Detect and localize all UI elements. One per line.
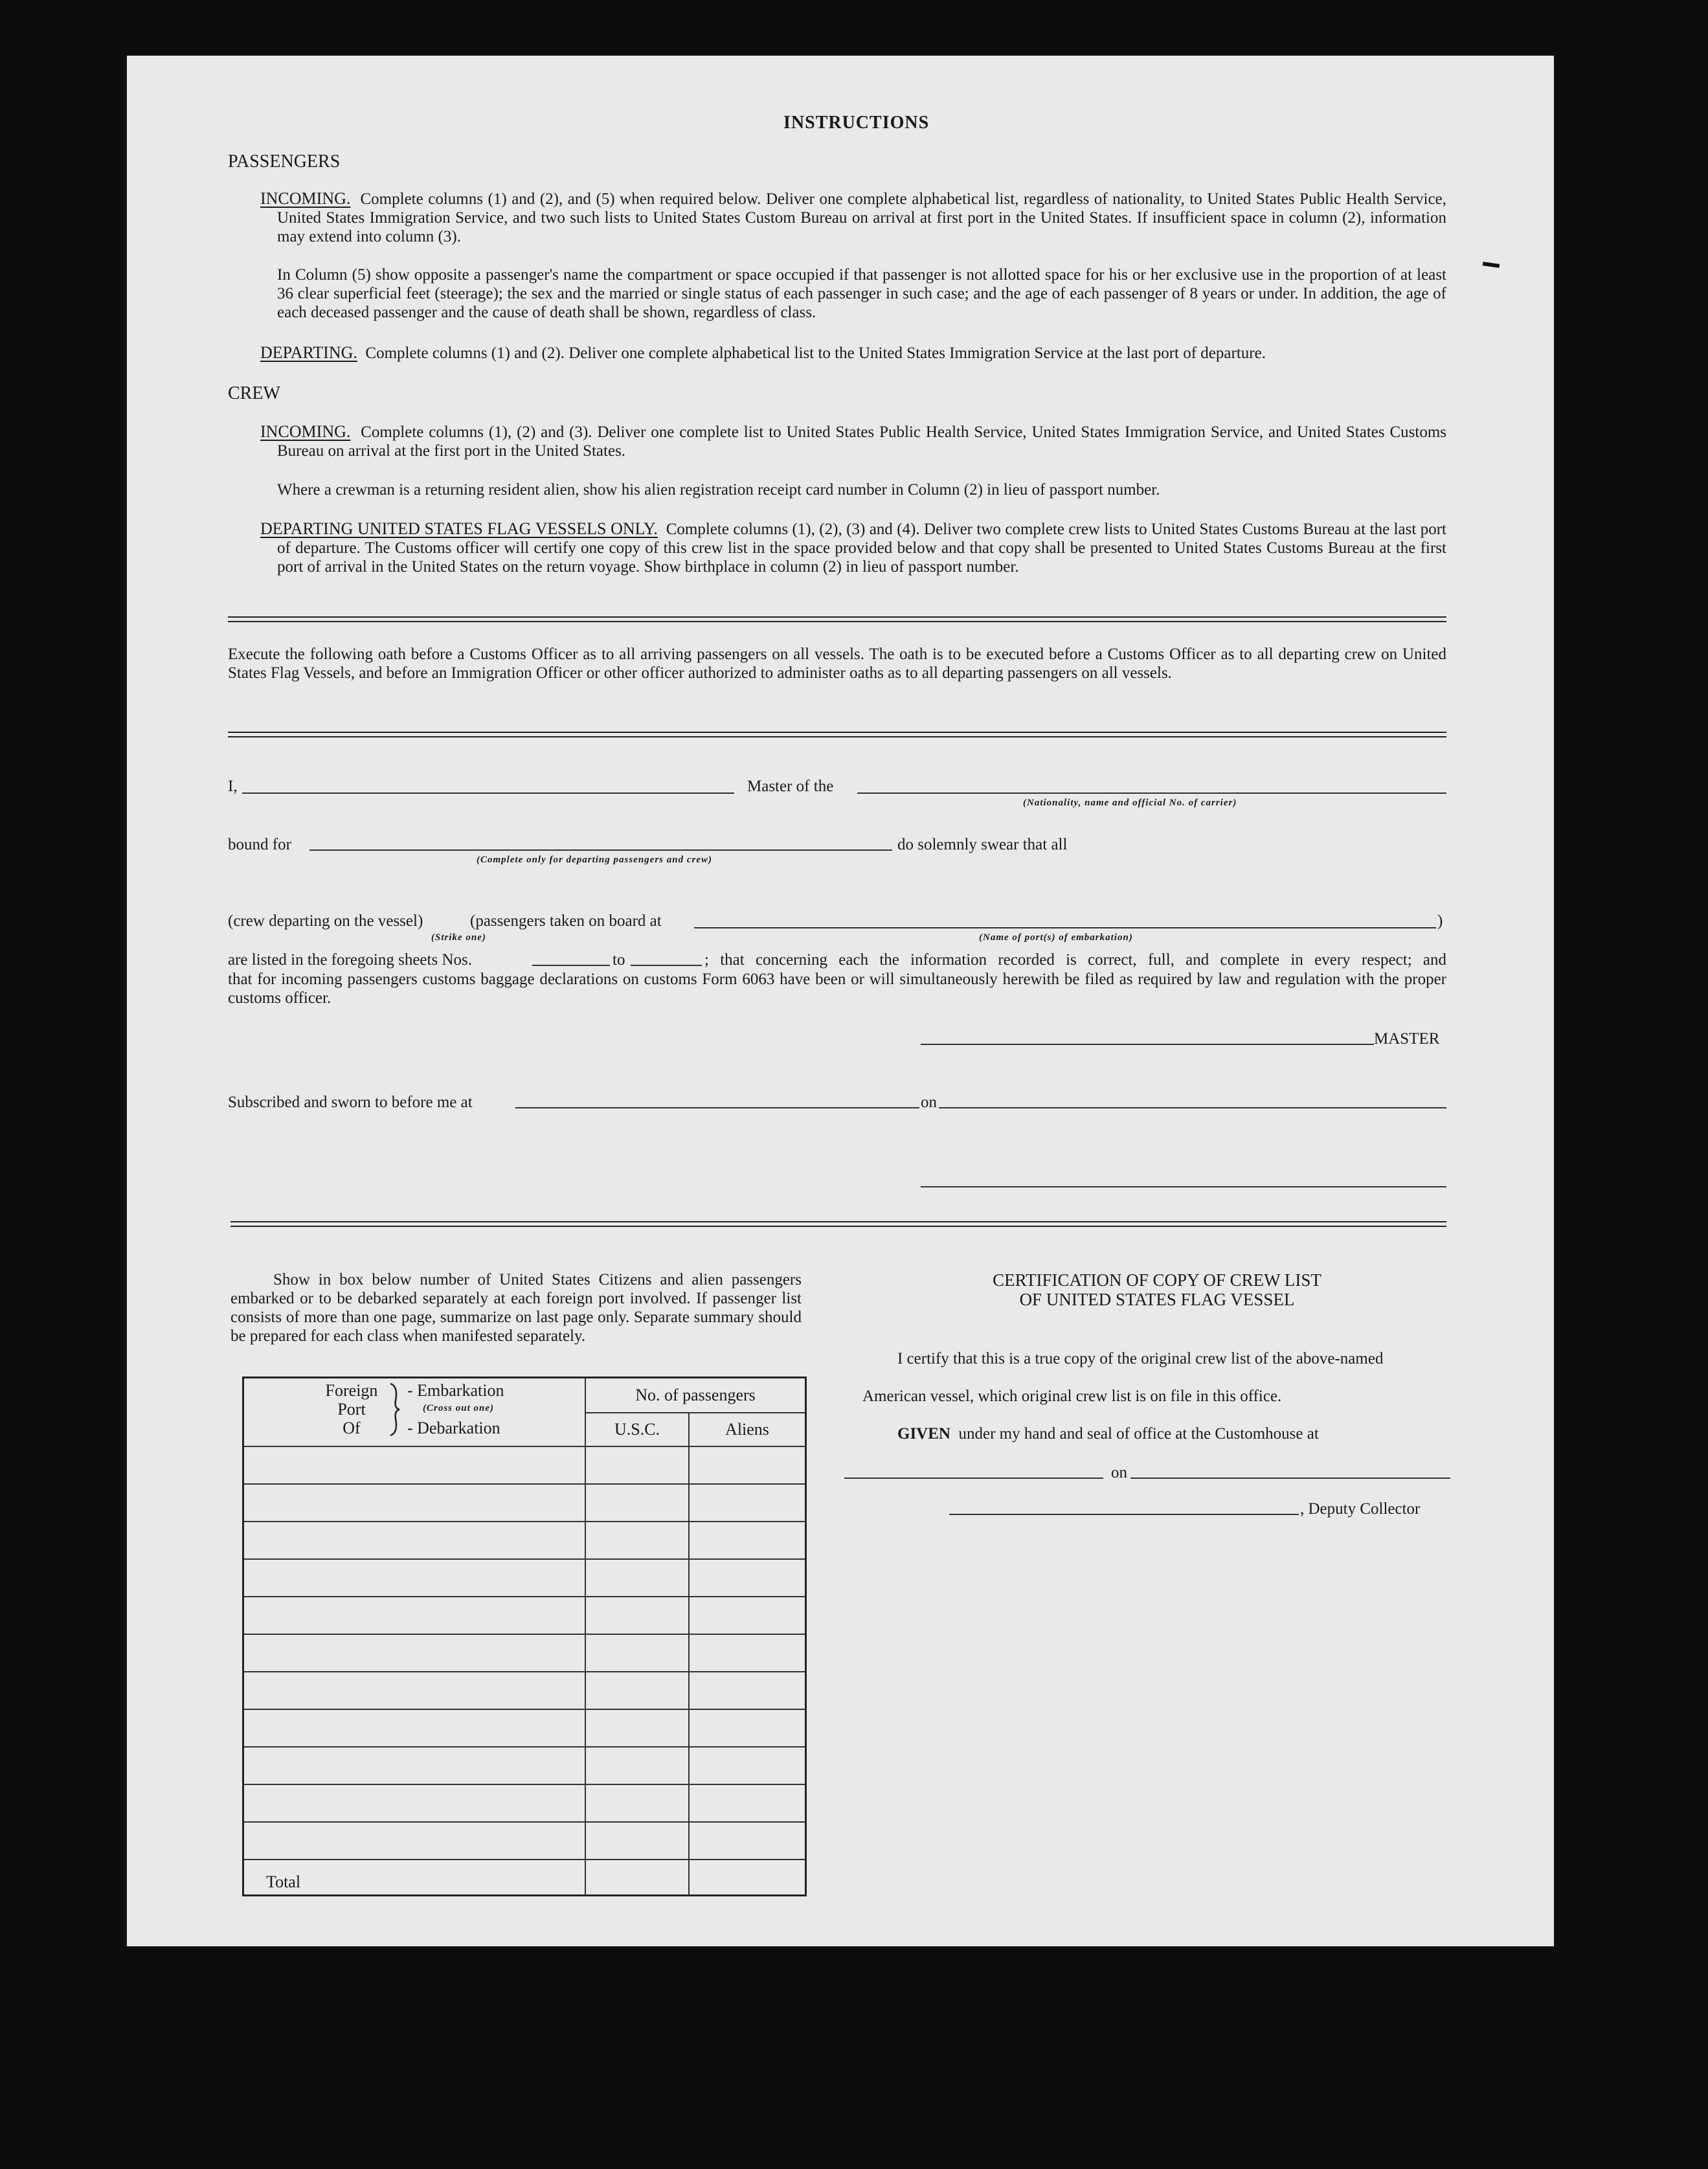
master-label: MASTER	[1374, 1030, 1440, 1048]
certify-line2: American vessel, which original crew list is on file in this office.	[862, 1388, 1282, 1405]
crew-departing-option: (crew departing on the vessel)	[228, 912, 423, 930]
crew-incoming-label: INCOMING.	[260, 422, 351, 441]
port-cell[interactable]	[243, 1672, 586, 1709]
summary-row	[243, 1597, 806, 1634]
aliens-cell[interactable]	[689, 1522, 806, 1559]
crew-departing-text: Complete columns (1), (2), (3) and (4). Deliver two complete crew lists to United States Customs Bureau at the last port of departure. The Customs officer will certify one copy of this crew list in the space provided below and that copy shall be presented to United States Customs Bureau at the first port of arrival in the United States on the return voyage. Show birthplace in column (2) in lieu of passport number.	[277, 521, 1446, 576]
total-label: Total	[243, 1860, 586, 1896]
deputy-signature-field[interactable]	[949, 1514, 1299, 1515]
no-passengers-header: No. of passengers	[585, 1378, 806, 1413]
passengers-incoming-text: Complete columns (1) and (2), and (5) when required below. Deliver one complete alphabetical list, regardless of nationality, to United States Public Health Service, United States Immigration Service, and two such lists to United States Custom Bureau on arrival at first port in the United States. If insufficient space in column (2), information may extend into column (3).	[277, 190, 1447, 245]
usc-header: U.S.C.	[585, 1413, 689, 1446]
passengers-incoming-label: INCOMING.	[260, 189, 351, 208]
summary-row	[243, 1522, 806, 1559]
total-aliens-cell[interactable]	[689, 1860, 806, 1896]
strike-caption: (Strike one)	[431, 932, 486, 943]
given-bold: GIVEN	[897, 1425, 950, 1443]
summary-row	[243, 1784, 806, 1822]
sworn-on-label: on	[921, 1094, 937, 1111]
usc-cell[interactable]	[585, 1709, 689, 1747]
port-label: Port	[337, 1400, 366, 1419]
summary-row	[243, 1559, 806, 1597]
carrier-field[interactable]	[857, 792, 1446, 794]
deputy-collector-label: , Deputy Collector	[1300, 1500, 1421, 1518]
aliens-cell[interactable]	[689, 1709, 806, 1747]
certification-title-line1: CERTIFICATION OF COPY OF CREW LIST	[993, 1270, 1321, 1290]
total-usc-cell[interactable]	[585, 1860, 689, 1896]
embarkation-port-field[interactable]	[694, 927, 1436, 928]
port-cell[interactable]	[243, 1747, 586, 1784]
listed-start-text: are listed in the foregoing sheets Nos.	[228, 951, 472, 969]
officer-signature-field[interactable]	[921, 1186, 1446, 1187]
bound-caption: (Complete only for departing passengers and crew)	[477, 855, 712, 865]
passengers-heading: PASSENGERS	[228, 152, 341, 172]
crew-heading: CREW	[228, 383, 280, 403]
oath-intro-paragraph	[228, 645, 1446, 682]
aliens-cell[interactable]	[689, 1559, 806, 1597]
of-label: Of	[343, 1419, 361, 1437]
passengers-taken-option: (passengers taken on board at	[470, 912, 662, 930]
oath-i-label: I,	[228, 778, 238, 795]
certify-line1: I certify that this is a true copy of the original crew list of the above-named	[897, 1350, 1384, 1367]
port-caption: (Name of port(s) of embarkation)	[979, 932, 1133, 943]
listed-continuation	[228, 970, 1446, 1007]
aliens-cell[interactable]	[689, 1446, 806, 1484]
given-rest: under my hand and seal of office at the Customhouse at	[958, 1425, 1319, 1443]
do-swear-label: do solemnly swear that all	[897, 836, 1068, 853]
debarkation-label: - Debarkation	[407, 1419, 500, 1437]
usc-cell[interactable]	[585, 1484, 689, 1522]
bound-for-label: bound for	[228, 836, 291, 853]
crew-incoming-paragraph	[260, 422, 1446, 460]
aliens-cell[interactable]	[689, 1784, 806, 1822]
listed-cont-text: that for incoming passengers customs baggage declarations on customs Form 6063 have been or will simultaneously herewith be filed as required by law and regulation with the proper customs officer.	[228, 971, 1446, 1007]
usc-cell[interactable]	[585, 1446, 689, 1484]
passengers-departing-paragraph	[260, 343, 1446, 363]
port-cell[interactable]	[243, 1822, 586, 1860]
port-cell[interactable]	[243, 1446, 586, 1484]
sworn-place-field[interactable]	[515, 1107, 919, 1108]
passengers-incoming-paragraph	[260, 189, 1446, 246]
listed-to-text: to	[612, 951, 625, 969]
total-row	[243, 1860, 806, 1896]
crew-resident-paragraph	[277, 480, 1446, 499]
usc-cell[interactable]	[585, 1597, 689, 1634]
aliens-cell[interactable]	[689, 1484, 806, 1522]
usc-cell[interactable]	[585, 1822, 689, 1860]
close-paren: )	[1437, 912, 1443, 930]
usc-cell[interactable]	[585, 1634, 689, 1672]
passengers-departing-label: DEPARTING.	[260, 343, 357, 362]
foreign-label: Foreign	[325, 1381, 378, 1400]
port-cell[interactable]	[243, 1597, 586, 1634]
cross-out-caption: (Cross out one)	[423, 1403, 495, 1413]
summary-row	[243, 1747, 806, 1784]
passengers-column5-text: In Column (5) show opposite a passenger's name the compartment or space occupied if that passenger is not allotted space for his or her exclusive use in the proportion of at least 36 clear superficial feet (steerage); the sex and the married or single status of each passenger in such case; and the age of each passenger of 8 years or under. In addition, the age of each deceased passenger and the cause of death shall be shown, regardless of class.	[277, 266, 1446, 321]
certification-title	[896, 1270, 1418, 1309]
aliens-header: Aliens	[689, 1413, 806, 1446]
embarkation-label: - Embarkation	[407, 1381, 504, 1400]
crew-departing-label: DEPARTING UNITED STATES FLAG VESSELS ONLY.	[260, 519, 658, 538]
cert-date-field[interactable]	[1130, 1478, 1450, 1479]
sheet-from-field[interactable]	[532, 965, 610, 966]
summary-intro-paragraph	[230, 1270, 802, 1345]
port-header-cell	[243, 1378, 586, 1446]
master-name-field[interactable]	[242, 792, 734, 794]
usc-cell[interactable]	[585, 1784, 689, 1822]
passenger-summary-table	[242, 1377, 807, 1896]
summary-table-body	[243, 1446, 806, 1860]
section-divider	[228, 732, 1446, 737]
cert-on-label: on	[1111, 1464, 1127, 1481]
master-of-the-label: Master of the	[747, 778, 834, 795]
sheet-to-field[interactable]	[631, 965, 702, 966]
summary-row	[243, 1634, 806, 1672]
instructions-title: INSTRUCTIONS	[783, 113, 930, 133]
port-cell[interactable]	[243, 1634, 586, 1672]
sworn-date-field[interactable]	[939, 1107, 1446, 1108]
aliens-cell[interactable]	[689, 1634, 806, 1672]
port-cell[interactable]	[243, 1559, 586, 1597]
nationality-caption: (Nationality, name and official No. of carrier)	[1023, 798, 1237, 808]
summary-row	[243, 1484, 806, 1522]
bound-for-field[interactable]	[309, 849, 892, 851]
summary-intro-text: Show in box below number of United States Citizens and alien passengers embarked or to be debarked separately at each foreign port involved. If passenger list consists of more than one page, summarize on last page only. Separate summary should be prepared for each class when manifested separately.	[230, 1271, 802, 1345]
crew-departing-paragraph	[260, 519, 1446, 576]
port-cell[interactable]	[243, 1784, 586, 1822]
passengers-departing-text: Complete columns (1) and (2). Deliver one complete alphabetical list to the United States Immigration Service at the last port of departure.	[365, 344, 1266, 362]
crew-resident-text: Where a crewman is a returning resident alien, show his alien registration receipt card number in Column (2) in lieu of passport number.	[277, 481, 1160, 499]
usc-cell[interactable]	[585, 1672, 689, 1709]
oath-intro-text: Execute the following oath before a Customs Officer as to all arriving passengers on all vessels. The oath is to be executed before a Customs Officer as to all departing crew on United States Flag Vessels, and before an Immigration Officer or other officer authorized to administer oaths as to all departing passengers on all vessels.	[228, 646, 1446, 682]
usc-cell[interactable]	[585, 1522, 689, 1559]
certification-title-line2: OF UNITED STATES FLAG VESSEL	[1019, 1290, 1295, 1309]
port-cell[interactable]	[243, 1709, 586, 1747]
subscribed-label: Subscribed and sworn to before me at	[228, 1094, 473, 1111]
usc-cell[interactable]	[585, 1559, 689, 1597]
aliens-cell[interactable]	[689, 1747, 806, 1784]
usc-cell[interactable]	[585, 1747, 689, 1784]
port-cell[interactable]	[243, 1484, 586, 1522]
document-page	[127, 56, 1554, 1946]
section-divider	[230, 1221, 1446, 1227]
summary-row	[243, 1822, 806, 1860]
master-signature-field[interactable]	[921, 1044, 1374, 1045]
summary-row	[243, 1672, 806, 1709]
brace-icon	[388, 1382, 402, 1437]
aliens-cell[interactable]	[689, 1822, 806, 1860]
passengers-column5-paragraph	[277, 265, 1446, 322]
crew-incoming-text: Complete columns (1), (2) and (3). Deliver one complete list to United States Public Health Service, United States Immigration Service, and United States Customs Bureau on arrival at the first port in the United States.	[277, 423, 1447, 460]
customhouse-field[interactable]	[844, 1478, 1103, 1479]
aliens-cell[interactable]	[689, 1597, 806, 1634]
aliens-cell[interactable]	[689, 1672, 806, 1709]
summary-row	[243, 1446, 806, 1484]
summary-row	[243, 1709, 806, 1747]
listed-rest-text: ; that concerning each the information recorded is correct, full, and complete in every respect; and	[704, 951, 1446, 969]
section-divider	[228, 616, 1446, 622]
given-line	[897, 1424, 1319, 1443]
port-cell[interactable]	[243, 1522, 586, 1559]
